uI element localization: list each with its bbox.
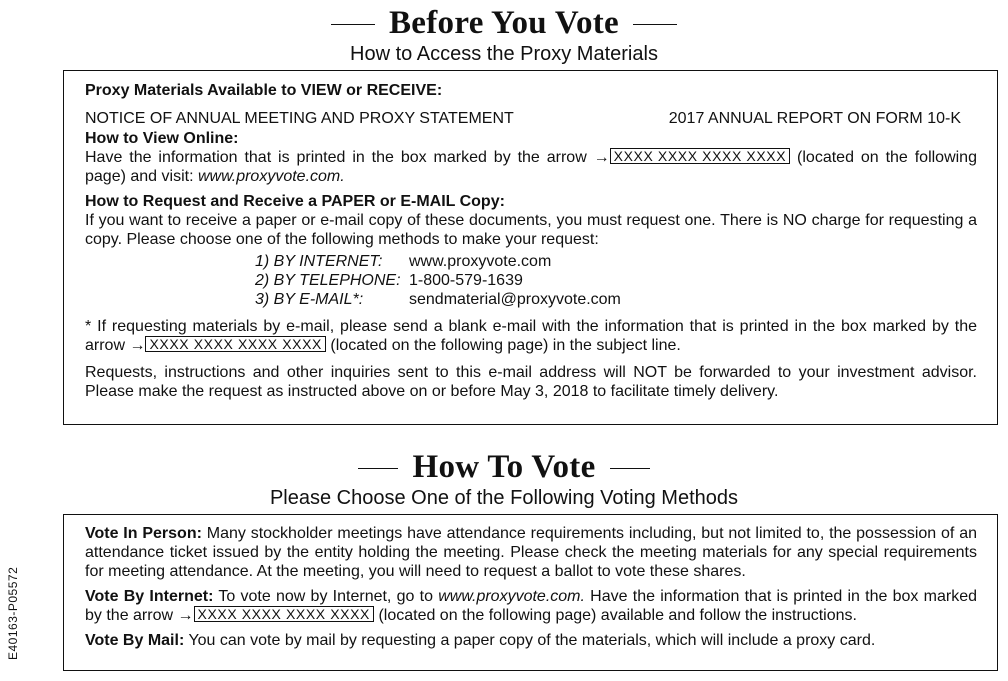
proxyvote-link[interactable]: www.proxyvote.com. (438, 588, 585, 605)
method-telephone-number: 1-800-579-1639 (409, 272, 523, 289)
how-subtitle: Please Choose One of the Following Voting Methods (269, 487, 739, 509)
request-copy-text: If you want to receive a paper or e-mail copy of these documents, you must request one. There is NO charge for requesting a copy. Please choose one of the following methods to make your request: (85, 212, 977, 248)
access-materials-box (63, 70, 998, 425)
method-telephone: 2) BY TELEPHONE: 1-800-579-1639 (255, 272, 523, 289)
forwarding-disclaimer: Requests, instructions and other inquiries sent to this e-mail address will NOT be forwarded to your investment advisor. Please make the request as instructed above on or before May 3, 2018 to facilitate timely delivery. (85, 364, 977, 400)
arrow-icon: → (593, 149, 610, 166)
method-internet: 1) BY INTERNET: www.proxyvote.com (255, 253, 552, 270)
control-number-box: XXXX XXXX XXXX XXXX (194, 606, 374, 622)
vote-in-person-label: Vote In Person: (85, 525, 202, 542)
method-email: 3) BY E-MAIL*: sendmaterial@proxyvote.com (255, 291, 621, 308)
vote-by-mail-label: Vote By Mail: (85, 632, 185, 649)
view-online-heading: How to View Online: (85, 130, 239, 147)
available-heading: Proxy Materials Available to VIEW or RECEIVE: (85, 82, 443, 99)
title-rule-right (633, 24, 677, 25)
doc-annual-report: 2017 ANNUAL REPORT ON FORM 10-K (668, 110, 961, 127)
vote-by-mail: Vote By Mail: You can vote by mail by requesting a paper copy of the materials, which will include a proxy card. (85, 632, 876, 649)
vote-by-internet: Vote By Internet: To vote now by Internet, go to www.proxyvote.com. Have the information that is printed in the box marked by the arrow → XXXX XXXX XXXX XXXX (located on the following page) available and follow the instructions. (85, 588, 978, 624)
method-email-address[interactable]: sendmaterial@proxyvote.com (409, 291, 621, 308)
method-internet-url[interactable]: www.proxyvote.com (409, 253, 552, 270)
how-title: How To Vote (412, 449, 596, 485)
before-subtitle: How to Access the Proxy Materials (350, 43, 658, 65)
email-request-note: * If requesting materials by e-mail, please send a blank e-mail with the information that is printed in the box marked by the arrow → XXXX XXXX XXXX XXXX (located on the following page) in the subject line. (85, 318, 977, 354)
vote-by-internet-label: Vote By Internet: (85, 588, 214, 605)
title-rule-right (610, 468, 650, 469)
documents-row (85, 109, 977, 128)
control-number-box: XXXX XXXX XXXX XXXX (610, 148, 790, 164)
request-methods-list (255, 252, 977, 309)
proxyvote-link[interactable]: www.proxyvote.com. (197, 168, 345, 185)
vote-in-person: Vote In Person: Many stockholder meetings have attendance requirements including, but not limited to, the possession of an attendance ticket issued by the entity holding the meeting. Please check the meeting materials for any special requirements for meeting attendance. At the meeting, you will need to request a ballot to vote these shares. (85, 525, 977, 580)
view-online-text: Have the information that is printed in the box marked by the arrow → XXXX XXXX XXXX XXXX (located on the following page) and visit: www.proxyvote.com. (85, 148, 977, 185)
request-copy-heading: How to Request and Receive a PAPER or E-MAIL Copy: (85, 193, 505, 210)
title-rule-left (331, 24, 375, 25)
voting-methods-box (63, 514, 998, 671)
how-to-vote-heading (0, 448, 1008, 510)
arrow-icon: → (129, 337, 146, 354)
title-rule-left (358, 468, 398, 469)
document-code: E40163-P05572 (6, 566, 20, 660)
doc-proxy-statement: NOTICE OF ANNUAL MEETING AND PROXY STATEMENT (85, 110, 514, 127)
before-title: Before You Vote (389, 5, 619, 41)
before-you-vote-heading (0, 4, 1008, 66)
control-number-box: XXXX XXXX XXXX XXXX (145, 336, 325, 352)
arrow-icon: → (177, 607, 194, 624)
